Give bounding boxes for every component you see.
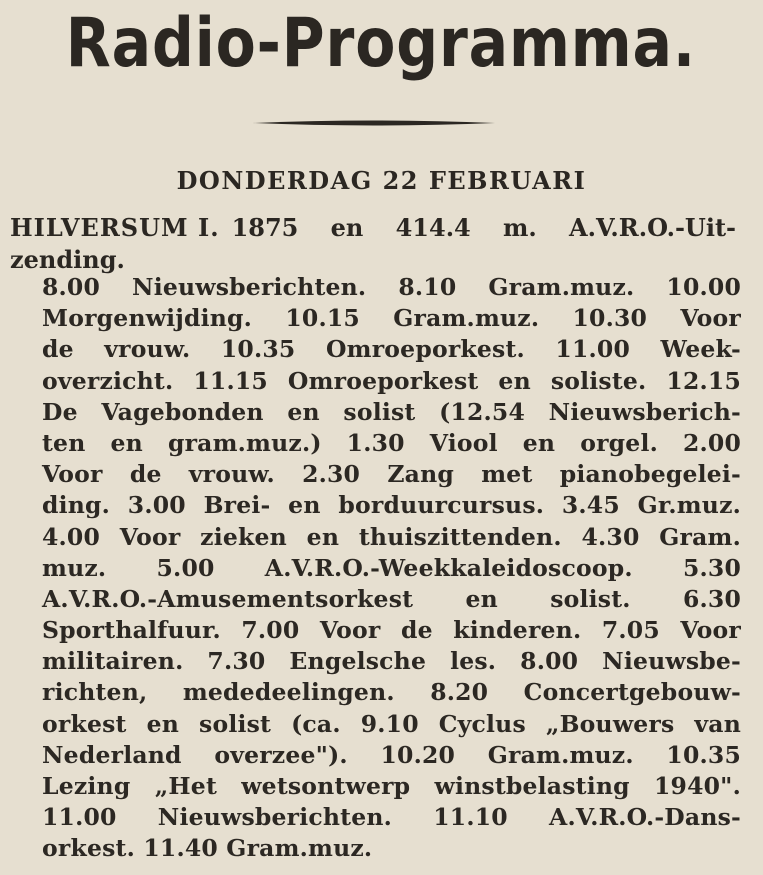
page-title: Radio-Programma.	[65, 4, 696, 83]
program-line: De Vagebonden en solist (12.54 Nieuwsberich-	[42, 397, 741, 426]
program-line: Lezing „Het wetsontwerp winstbelasting 1940".	[42, 772, 741, 800]
program-line: Voor de vrouw. 2.30 Zang met pianobegelei-	[42, 460, 741, 489]
program-line: orkest en solist (ca. 9.10 Cyclus „Bouwers van	[42, 709, 741, 738]
station-frequency: 1875 en 414.4 m. A.V.R.O.-Uit-	[231, 213, 736, 242]
program-line: orkest. 11.40 Gram.muz.	[42, 834, 373, 863]
station-name: HILVERSUM I.	[10, 213, 220, 242]
program-listing	[42, 272, 741, 865]
program-line: ding. 3.00 Brei- en borduurcursus. 3.45 Gr.muz.	[42, 491, 741, 520]
program-line: Morgenwijding. 10.15 Gram.muz. 10.30 Voor	[42, 304, 741, 333]
program-line: de vrouw. 10.35 Omroeporkest. 11.00 Week-	[42, 335, 741, 364]
program-line: 8.00 Nieuwsberichten. 8.10 Gram.muz. 10.00	[42, 273, 741, 301]
program-line: 11.00 Nieuwsberichten. 11.10 A.V.R.O.-Dans-	[42, 803, 741, 832]
program-line: muz. 5.00 A.V.R.O.-Weekkaleidoscoop. 5.30	[42, 553, 741, 582]
program-line: Sporthalfuur. 7.00 Voor de kinderen. 7.05 Voor	[42, 616, 741, 645]
station-line	[10, 212, 736, 244]
decorative-rule	[253, 120, 495, 126]
station-header	[10, 212, 736, 276]
program-line: richten, mededeelingen. 8.20 Concertgebouw-	[42, 678, 741, 707]
station-line-continued: zending.	[10, 245, 125, 274]
program-line: ten en gram.muz.) 1.30 Viool en orgel. 2.00	[42, 428, 741, 457]
program-line: Nederland overzee"). 10.20 Gram.muz. 10.35	[42, 740, 741, 769]
program-line: A.V.R.O.-Amusementsorkest en solist. 6.30	[42, 584, 741, 613]
program-line: overzicht. 11.15 Omroeporkest en soliste. 12.15	[42, 366, 741, 395]
program-line: militairen. 7.30 Engelsche les. 8.00 Nieuwsbe-	[42, 647, 741, 676]
day-heading: DONDERDAG 22 FEBRUARI	[176, 166, 587, 195]
program-line: 4.00 Voor zieken en thuiszittenden. 4.30 Gram.	[42, 522, 741, 551]
